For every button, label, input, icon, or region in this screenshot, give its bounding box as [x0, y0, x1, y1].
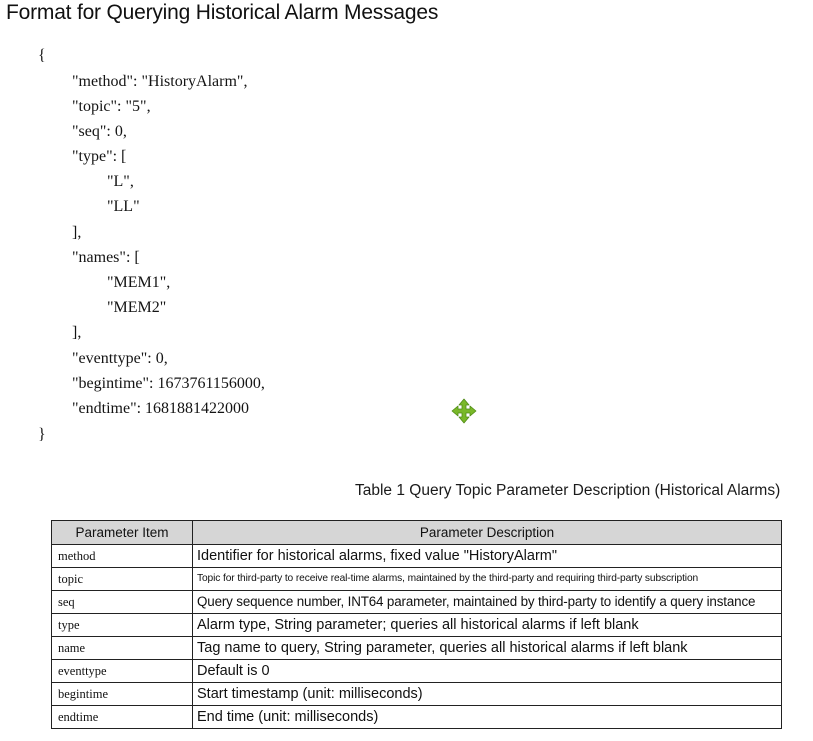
parameter-description: Tag name to query, String parameter, queries all historical alarms if left blank [193, 637, 782, 660]
table-row [52, 568, 782, 591]
code-line: "L", [107, 173, 134, 190]
parameter-description: Query sequence number, INT64 parameter, maintained by third-party to identify a query instance [193, 591, 782, 614]
table-row [52, 545, 782, 568]
code-line: "seq": 0, [72, 123, 127, 140]
table-row [52, 591, 782, 614]
table-header-row [52, 521, 782, 545]
code-line: "endtime": 1681881422000 [72, 400, 250, 417]
parameter-name: seq [52, 591, 193, 614]
parameter-description: Default is 0 [193, 660, 782, 683]
parameter-name: method [52, 545, 193, 568]
column-header-parameter-item: Parameter Item [52, 521, 193, 545]
code-line: "MEM2" [107, 299, 167, 316]
parameter-name: begintime [52, 683, 193, 706]
code-line: "begintime": 1673761156000, [72, 375, 265, 392]
code-line: ], [72, 224, 82, 241]
parameter-description: Start timestamp (unit: milliseconds) [193, 683, 782, 706]
move-arrows-icon[interactable] [451, 398, 477, 424]
code-line: "names": [ [72, 249, 140, 266]
code-line: ], [72, 324, 82, 341]
code-line: "MEM1", [107, 274, 171, 291]
code-line: "type": [ [72, 148, 127, 165]
parameter-description: End time (unit: milliseconds) [193, 706, 782, 729]
page-title: Format for Querying Historical Alarm Messages [6, 1, 439, 24]
parameter-name: name [52, 637, 193, 660]
code-line: } [38, 426, 46, 443]
parameter-description: Identifier for historical alarms, fixed value "HistoryAlarm" [193, 545, 782, 568]
table-row [52, 614, 782, 637]
parameter-table [51, 520, 782, 729]
code-line: { [38, 47, 46, 64]
parameter-name: topic [52, 568, 193, 591]
code-line: "eventtype": 0, [72, 350, 168, 367]
table-row [52, 660, 782, 683]
table-row [52, 683, 782, 706]
parameter-description: Alarm type, String parameter; queries all historical alarms if left blank [193, 614, 782, 637]
parameter-name: eventtype [52, 660, 193, 683]
table-caption: Table 1 Query Topic Parameter Description (Historical Alarms) [355, 482, 781, 499]
code-line: "topic": "5", [72, 98, 151, 115]
table-row [52, 637, 782, 660]
parameter-description: Topic for third-party to receive real-time alarms, maintained by the third-party and requiring third-party subscription [193, 568, 782, 591]
code-line: "LL" [107, 198, 140, 215]
parameter-name: endtime [52, 706, 193, 729]
code-line: "method": "HistoryAlarm", [72, 73, 248, 90]
parameter-name: type [52, 614, 193, 637]
table-row [52, 706, 782, 729]
column-header-parameter-description: Parameter Description [193, 521, 782, 545]
